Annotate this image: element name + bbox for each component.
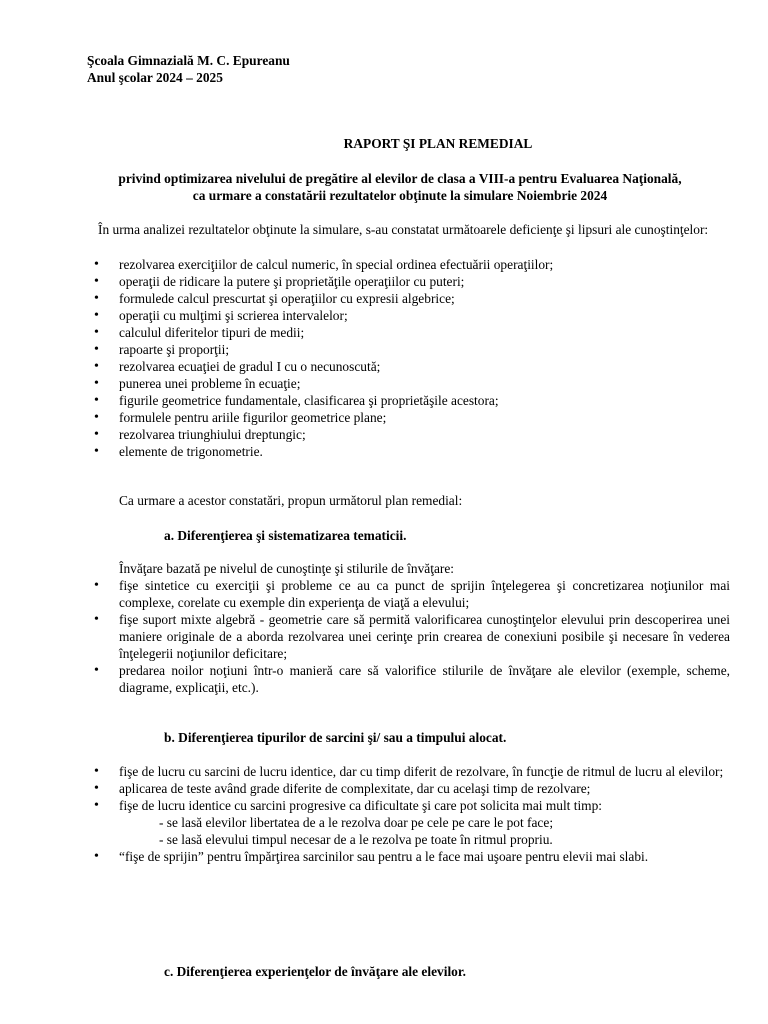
list-item: • fişe de lucru cu sarcini de lucru identice, dar cu timp diferit de rezolvare, în funcţie de ritmul de lucru al elevilor; — [119, 763, 730, 780]
school-name: Şcoala Gimnazială M. C. Epureanu — [87, 53, 290, 68]
section-b-heading: b. Diferenţierea tipurilor de sarcini şi/ sau a timpului alocat. — [164, 730, 507, 745]
list-item: • aplicarea de teste având grade diferite de complexitate, dar cu acelaşi timp de rezolvare; — [119, 780, 730, 797]
list-item: • fişe suport mixte algebră - geometrie care să permită valorificarea cunoştinţelor elevului prin descoperirea unei maniere originale de a aborda rezolvarea unei cerinţe prin crearea de conexiuni posibile şi necesare în vederea înţelegerii noţiunilor deficitare; — [119, 611, 730, 662]
school-year: Anul şcolar 2024 – 2025 — [87, 70, 223, 85]
list-item: • punerea unei probleme în ecuaţie; — [119, 375, 730, 392]
list-item: • formulele pentru ariile figurilor geometrice plane; — [119, 409, 730, 426]
list-item: • operaţii cu mulţimi şi scrierea intervalelor; — [119, 307, 730, 324]
section-a-list — [119, 577, 730, 696]
subtitle-line-2: ca urmare a constatării rezultatelor obţinute la simulare Noiembrie 2024 — [192, 188, 608, 203]
report-title: RAPORT ŞI PLAN REMEDIAL — [343, 136, 533, 151]
list-item: • fişe sintetice cu exerciţii şi probleme ce au ca punct de sprijin înţelegerea şi concretizarea noţiunilor mai complexe, corelate cu exemple din experienţa de viaţă a elevului; — [119, 577, 730, 611]
intro-paragraph: În urma analizei rezultatelor obţinute la simulare, s-au constatat următoarele deficienţe şi lipsuri ale cunoştinţelor: — [98, 222, 709, 237]
list-item: • calculul diferitelor tipuri de medii; — [119, 324, 730, 341]
section-b-list — [119, 763, 730, 865]
list-item — [119, 797, 730, 848]
list-item-text: fişe de lucru identice cu sarcini progresive ca dificultate şi care pot solicita mai mult timp: — [119, 798, 603, 813]
plan-intro: Ca urmare a acestor constatări, propun următorul plan remedial: — [119, 493, 463, 508]
list-item: • rezolvarea ecuaţiei de gradul I cu o necunoscută; — [119, 358, 730, 375]
sub-item: - se lasă elevului timpul necesar de a le rezolva pe toate în ritmul propriu. — [159, 832, 553, 847]
list-item: • rezolvarea exerciţiilor de calcul numeric, în special ordinea efectuării operaţiilor; — [119, 256, 730, 273]
sub-item: - se lasă elevilor libertatea de a le rezolva doar pe cele pe care le pot face; — [159, 815, 554, 830]
list-item: • figurile geometrice fundamentale, clasificarea şi proprietăşile acestora; — [119, 392, 730, 409]
school-header — [87, 52, 290, 86]
section-c-heading: c. Diferenţierea experienţelor de învăţare ale elevilor. — [164, 964, 466, 979]
list-item: • “fişe de sprijin” pentru împărţirea sarcinilor sau pentru a le face mai uşoare pentru elevii mai slabi. — [119, 848, 730, 865]
list-item: • predarea noilor noţiuni într-o manieră care să valorifice stilurile de învăţare ale elevilor (exemple, scheme, diagrame, explicaţii, etc.). — [119, 662, 730, 696]
list-item: • elemente de trigonometrie. — [119, 443, 730, 460]
subtitle-line-1: privind optimizarea nivelului de pregătire al elevilor de clasa a VIII-a pentru Evaluarea Naţională, — [118, 171, 682, 186]
deficiency-list — [119, 256, 730, 460]
section-a-heading: a. Diferenţierea şi sistematizarea tematicii. — [164, 528, 407, 543]
section-a-intro: Învăţare bazată pe nivelul de cunoştinţe şi stilurile de învăţare: — [119, 561, 455, 576]
list-item: • formulede calcul prescurtat şi operaţiilor cu expresii algebrice; — [119, 290, 730, 307]
list-item: • operaţii de ridicare la putere şi proprietăţile operaţiilor cu puteri; — [119, 273, 730, 290]
report-subtitle — [70, 170, 730, 204]
list-item: • rezolvarea triunghiului dreptungic; — [119, 426, 730, 443]
list-item: • rapoarte şi proporţii; — [119, 341, 730, 358]
